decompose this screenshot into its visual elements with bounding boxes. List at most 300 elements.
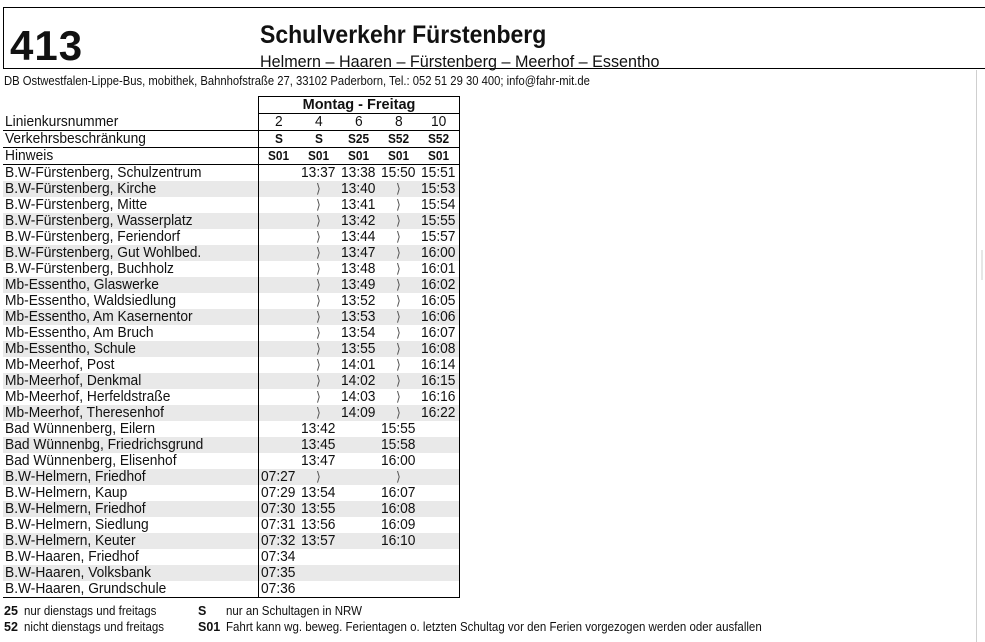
departure-time-text: 13:53 bbox=[340, 309, 376, 325]
stop-row bbox=[3, 373, 460, 389]
stop-row bbox=[3, 421, 460, 437]
pass-through-marker-text: ⟩ bbox=[316, 325, 322, 340]
meta-value-text: S52 bbox=[427, 132, 450, 146]
stop-row bbox=[3, 181, 460, 197]
departure-time bbox=[379, 485, 419, 501]
departure-time bbox=[299, 549, 339, 565]
departure-time bbox=[259, 341, 300, 357]
pass-through-marker-text: ⟩ bbox=[316, 341, 322, 356]
stop-name-text: Mb-Essentho, Glaswerke bbox=[5, 277, 159, 293]
departure-time-text: 15:51 bbox=[420, 165, 456, 181]
meta-value bbox=[339, 148, 379, 165]
days-label: Montag - Freitag bbox=[259, 97, 460, 114]
departure-time bbox=[259, 437, 300, 453]
departure-time bbox=[419, 389, 460, 405]
departure-time bbox=[419, 325, 460, 341]
footnote-text: nur dienstags und freitags bbox=[24, 604, 157, 618]
departure-time bbox=[259, 229, 300, 245]
departure-time bbox=[419, 261, 460, 277]
departure-time-text: 13:52 bbox=[340, 293, 376, 309]
departure-time-text: 16:06 bbox=[420, 309, 456, 325]
pass-through-marker-text: ⟩ bbox=[396, 469, 402, 484]
pass-through-marker bbox=[299, 277, 339, 293]
stop-name bbox=[3, 245, 259, 261]
stop-name-text: Mb-Meerhof, Herfeldstraße bbox=[5, 389, 171, 405]
footnote-text: Fahrt kann wg. beweg. Ferientagen o. letzten Schultag vor den Ferien vorgezogen werden oder ausfallen bbox=[226, 620, 762, 634]
stop-name-text: Mb-Essentho, Schule bbox=[5, 341, 136, 357]
stop-row bbox=[3, 229, 460, 245]
stop-name-text: B.W-Fürstenberg, Schulzentrum bbox=[5, 165, 202, 181]
departure-time bbox=[259, 469, 300, 485]
departure-time-text: 16:00 bbox=[420, 245, 456, 261]
stop-name bbox=[3, 581, 259, 598]
stop-name-text: Mb-Meerhof, Theresenhof bbox=[5, 405, 165, 421]
stop-row bbox=[3, 261, 460, 277]
meta-label bbox=[3, 148, 259, 165]
departure-time bbox=[259, 213, 300, 229]
pass-through-marker-text: ⟩ bbox=[396, 293, 402, 308]
departure-time bbox=[259, 309, 300, 325]
pass-through-marker bbox=[379, 261, 419, 277]
pass-through-marker-text: ⟩ bbox=[396, 245, 402, 260]
operator-info: DB Ostwestfalen-Lippe-Bus, mobithek, Bahnhofstraße 27, 33102 Paderborn, Tel.: 052 51 29 30 400; info@fahr-mit.de bbox=[4, 74, 590, 88]
departure-time bbox=[339, 181, 379, 197]
stop-row bbox=[3, 549, 460, 565]
stop-name bbox=[3, 485, 259, 501]
departure-time bbox=[259, 373, 300, 389]
stop-row bbox=[3, 245, 460, 261]
departure-time bbox=[419, 293, 460, 309]
departure-time-text: 15:55 bbox=[380, 421, 416, 437]
departure-time-text: 13:56 bbox=[300, 517, 336, 533]
departure-time bbox=[419, 437, 460, 453]
departure-time-text: 16:01 bbox=[420, 261, 456, 277]
pass-through-marker-text: ⟩ bbox=[316, 181, 322, 196]
stop-name bbox=[3, 389, 259, 405]
departure-time bbox=[259, 581, 300, 598]
meta-value bbox=[259, 148, 300, 165]
stop-row bbox=[3, 213, 460, 229]
pass-through-marker-text: ⟩ bbox=[316, 309, 322, 324]
departure-time-text: 13:57 bbox=[300, 533, 336, 549]
departure-time bbox=[419, 469, 460, 485]
meta-value bbox=[419, 114, 460, 131]
stop-row bbox=[3, 165, 460, 182]
pass-through-marker bbox=[299, 357, 339, 373]
pass-through-marker-text: ⟩ bbox=[316, 357, 322, 372]
departure-time bbox=[419, 357, 460, 373]
departure-time bbox=[259, 165, 300, 182]
footnote-text: nur an Schultagen in NRW bbox=[226, 604, 362, 618]
departure-time bbox=[339, 453, 379, 469]
departure-time bbox=[379, 165, 419, 182]
departure-time-text: 07:36 bbox=[260, 581, 296, 597]
stop-name bbox=[3, 533, 259, 549]
pass-through-marker-text: ⟩ bbox=[396, 261, 402, 276]
pass-through-marker-text: ⟩ bbox=[316, 405, 322, 420]
days-header-row bbox=[3, 97, 460, 114]
departure-time bbox=[259, 549, 300, 565]
pass-through-marker bbox=[299, 181, 339, 197]
stop-name-text: B.W-Fürstenberg, Feriendorf bbox=[5, 229, 181, 245]
departure-time bbox=[259, 533, 300, 549]
pass-through-marker-text: ⟩ bbox=[396, 373, 402, 388]
pass-through-marker bbox=[299, 261, 339, 277]
departure-time bbox=[339, 581, 379, 598]
meta-value bbox=[339, 131, 379, 148]
footnote-code: S bbox=[198, 604, 207, 618]
pass-through-marker-text: ⟩ bbox=[316, 293, 322, 308]
departure-time bbox=[259, 501, 300, 517]
pass-through-marker bbox=[299, 325, 339, 341]
header-box bbox=[3, 7, 985, 69]
meta-value-text: 4 bbox=[314, 114, 323, 130]
stop-name bbox=[3, 373, 259, 389]
departure-time-text: 07:34 bbox=[260, 549, 296, 565]
meta-value-text: S bbox=[314, 132, 323, 146]
departure-time-text: 14:09 bbox=[340, 405, 376, 421]
stop-name bbox=[3, 405, 259, 421]
pass-through-marker bbox=[379, 357, 419, 373]
departure-time-text: 13:44 bbox=[340, 229, 376, 245]
meta-label-text: Verkehrsbeschränkung bbox=[5, 131, 146, 147]
meta-value-text: 10 bbox=[430, 114, 447, 130]
departure-time bbox=[259, 517, 300, 533]
route-description: Helmern – Haaren – Fürstenberg – Meerhof – Essentho bbox=[260, 52, 660, 71]
departure-time bbox=[299, 485, 339, 501]
meta-value-text: S bbox=[274, 132, 283, 146]
departure-time bbox=[299, 165, 339, 182]
departure-time bbox=[379, 453, 419, 469]
stop-name bbox=[3, 437, 259, 453]
stop-name bbox=[3, 517, 259, 533]
departure-time bbox=[339, 245, 379, 261]
departure-time bbox=[259, 197, 300, 213]
pass-through-marker-text: ⟩ bbox=[316, 277, 322, 292]
meta-value bbox=[379, 114, 419, 131]
departure-time-text: 16:08 bbox=[380, 501, 416, 517]
departure-time-text: 16:22 bbox=[420, 405, 456, 421]
page-title: Schulverkehr Fürstenberg bbox=[260, 21, 547, 49]
departure-time-text: 14:01 bbox=[340, 357, 376, 373]
stop-name bbox=[3, 213, 259, 229]
pass-through-marker-text: ⟩ bbox=[396, 277, 402, 292]
page-divider bbox=[976, 70, 977, 642]
meta-value bbox=[259, 114, 300, 131]
departure-time-text: 07:31 bbox=[260, 517, 296, 533]
stop-name-text: Bad Wünnenberg, Eilern bbox=[5, 421, 156, 437]
meta-label bbox=[3, 114, 259, 131]
pass-through-marker bbox=[379, 277, 419, 293]
pass-through-marker-text: ⟩ bbox=[396, 357, 402, 372]
stop-name bbox=[3, 293, 259, 309]
departure-time bbox=[339, 229, 379, 245]
departure-time bbox=[419, 197, 460, 213]
pass-through-marker bbox=[379, 389, 419, 405]
stop-name-text: Mb-Essentho, Waldsiedlung bbox=[5, 293, 176, 309]
departure-time-text: 13:45 bbox=[300, 437, 336, 453]
meta-label bbox=[3, 131, 259, 148]
pass-through-marker-text: ⟩ bbox=[396, 309, 402, 324]
header-spacer bbox=[3, 97, 259, 114]
meta-value bbox=[379, 148, 419, 165]
footnote-code: S01 bbox=[198, 620, 221, 634]
pass-through-marker-text: ⟩ bbox=[316, 261, 322, 276]
departure-time bbox=[259, 421, 300, 437]
stop-name-text: Mb-Essentho, Am Bruch bbox=[5, 325, 154, 341]
stop-name-text: B.W-Haaren, Volksbank bbox=[5, 565, 151, 581]
departure-time-text: 16:15 bbox=[420, 373, 456, 389]
pass-through-marker bbox=[299, 245, 339, 261]
meta-value-text: S01 bbox=[387, 149, 410, 163]
departure-time-text: 13:54 bbox=[300, 485, 336, 501]
departure-time bbox=[339, 309, 379, 325]
departure-time bbox=[419, 565, 460, 581]
pass-through-marker-text: ⟩ bbox=[316, 213, 322, 228]
departure-time bbox=[299, 565, 339, 581]
departure-time bbox=[339, 389, 379, 405]
stop-row bbox=[3, 517, 460, 533]
departure-time bbox=[299, 421, 339, 437]
departure-time bbox=[419, 533, 460, 549]
pass-through-marker bbox=[299, 213, 339, 229]
stop-row bbox=[3, 501, 460, 517]
departure-time bbox=[419, 229, 460, 245]
departure-time bbox=[299, 517, 339, 533]
pass-through-marker-text: ⟩ bbox=[316, 197, 322, 212]
pass-through-marker-text: ⟩ bbox=[316, 373, 322, 388]
departure-time-text: 16:00 bbox=[380, 453, 416, 469]
stop-name bbox=[3, 229, 259, 245]
departure-time bbox=[299, 533, 339, 549]
departure-time bbox=[259, 357, 300, 373]
departure-time bbox=[339, 197, 379, 213]
departure-time bbox=[259, 389, 300, 405]
departure-time bbox=[339, 373, 379, 389]
stop-name bbox=[3, 453, 259, 469]
departure-time-text: 16:09 bbox=[380, 517, 416, 533]
meta-label-text: Hinweis bbox=[5, 148, 54, 164]
meta-value-text: S52 bbox=[387, 132, 410, 146]
departure-time-text: 16:07 bbox=[380, 485, 416, 501]
meta-row bbox=[3, 114, 460, 131]
departure-time-text: 16:10 bbox=[380, 533, 416, 549]
departure-time bbox=[419, 453, 460, 469]
meta-value bbox=[339, 114, 379, 131]
stop-name bbox=[3, 549, 259, 565]
pass-through-marker bbox=[379, 197, 419, 213]
departure-time bbox=[339, 405, 379, 421]
departure-time bbox=[339, 533, 379, 549]
departure-time bbox=[419, 485, 460, 501]
departure-time bbox=[419, 309, 460, 325]
departure-time bbox=[259, 405, 300, 421]
stop-name-text: Mb-Meerhof, Denkmal bbox=[5, 373, 142, 389]
departure-time bbox=[339, 469, 379, 485]
departure-time bbox=[419, 405, 460, 421]
departure-time-text: 13:42 bbox=[300, 421, 336, 437]
departure-time bbox=[339, 565, 379, 581]
pass-through-marker-text: ⟩ bbox=[396, 213, 402, 228]
stop-row bbox=[3, 277, 460, 293]
pass-through-marker bbox=[379, 325, 419, 341]
pass-through-marker bbox=[299, 197, 339, 213]
meta-value bbox=[379, 131, 419, 148]
meta-value bbox=[299, 114, 339, 131]
stop-row bbox=[3, 565, 460, 581]
departure-time bbox=[419, 373, 460, 389]
departure-time bbox=[419, 341, 460, 357]
pass-through-marker-text: ⟩ bbox=[396, 389, 402, 404]
stop-name-text: B.W-Helmern, Friedhof bbox=[5, 501, 146, 517]
departure-time bbox=[339, 501, 379, 517]
stop-row bbox=[3, 469, 460, 485]
departure-time bbox=[339, 421, 379, 437]
departure-time bbox=[419, 581, 460, 598]
departure-time-text: 13:49 bbox=[340, 277, 376, 293]
meta-value-text: 8 bbox=[394, 114, 403, 130]
stop-name bbox=[3, 309, 259, 325]
pass-through-marker bbox=[379, 181, 419, 197]
departure-time bbox=[259, 293, 300, 309]
pass-through-marker bbox=[379, 213, 419, 229]
departure-time bbox=[379, 581, 419, 598]
departure-time bbox=[419, 501, 460, 517]
stop-name bbox=[3, 421, 259, 437]
stop-name-text: Bad Wünnenberg, Elisenhof bbox=[5, 453, 177, 469]
departure-time bbox=[259, 277, 300, 293]
pass-through-marker-text: ⟩ bbox=[396, 197, 402, 212]
departure-time-text: 16:05 bbox=[420, 293, 456, 309]
departure-time-text: 15:50 bbox=[380, 165, 416, 181]
departure-time-text: 13:55 bbox=[300, 501, 336, 517]
stop-row bbox=[3, 485, 460, 501]
footnote-code: 25 bbox=[4, 604, 18, 618]
stop-row bbox=[3, 325, 460, 341]
departure-time-text: 15:53 bbox=[420, 181, 456, 197]
pass-through-marker-text: ⟩ bbox=[316, 229, 322, 244]
stop-name bbox=[3, 197, 259, 213]
pass-through-marker bbox=[379, 469, 419, 485]
meta-value-text: 6 bbox=[354, 114, 363, 130]
departure-time-text: 13:41 bbox=[340, 197, 376, 213]
meta-value bbox=[299, 131, 339, 148]
stop-name bbox=[3, 341, 259, 357]
pass-through-marker-text: ⟩ bbox=[316, 245, 322, 260]
stop-name-text: Mb-Meerhof, Post bbox=[5, 357, 115, 373]
pass-through-marker bbox=[299, 469, 339, 485]
stop-row bbox=[3, 341, 460, 357]
stop-name-text: B.W-Haaren, Grundschule bbox=[5, 581, 167, 597]
pass-through-marker-text: ⟩ bbox=[316, 469, 322, 484]
pass-through-marker bbox=[299, 405, 339, 421]
stop-name bbox=[3, 277, 259, 293]
stop-row bbox=[3, 453, 460, 469]
pass-through-marker bbox=[379, 229, 419, 245]
meta-value bbox=[419, 148, 460, 165]
departure-time bbox=[339, 341, 379, 357]
departure-time-text: 13:38 bbox=[340, 165, 376, 181]
footnote-text: nicht dienstags und freitags bbox=[24, 620, 165, 634]
departure-time bbox=[339, 293, 379, 309]
line-number: 413 bbox=[10, 22, 84, 69]
stop-row bbox=[3, 293, 460, 309]
stop-name-text: B.W-Helmern, Friedhof bbox=[5, 469, 146, 485]
timetable bbox=[3, 96, 460, 598]
departure-time bbox=[379, 517, 419, 533]
departure-time-text: 13:40 bbox=[340, 181, 376, 197]
departure-time bbox=[259, 485, 300, 501]
departure-time bbox=[339, 325, 379, 341]
departure-time bbox=[299, 581, 339, 598]
departure-time bbox=[419, 213, 460, 229]
stop-name-text: B.W-Helmern, Kaup bbox=[5, 485, 128, 501]
departure-time bbox=[419, 549, 460, 565]
departure-time bbox=[419, 165, 460, 182]
pass-through-marker bbox=[379, 245, 419, 261]
stop-name-text: B.W-Haaren, Friedhof bbox=[5, 549, 139, 565]
meta-value-text: S01 bbox=[307, 149, 330, 163]
pass-through-marker-text: ⟩ bbox=[396, 229, 402, 244]
departure-time bbox=[299, 437, 339, 453]
stop-name-text: B.W-Helmern, Keuter bbox=[5, 533, 136, 549]
pass-through-marker bbox=[299, 309, 339, 325]
pass-through-marker bbox=[379, 373, 419, 389]
stop-name-text: B.W-Fürstenberg, Buchholz bbox=[5, 261, 174, 277]
pass-through-marker-text: ⟩ bbox=[396, 325, 402, 340]
departure-time bbox=[419, 517, 460, 533]
scroll-indicator bbox=[981, 250, 983, 280]
departure-time-text: 16:08 bbox=[420, 341, 456, 357]
stop-row bbox=[3, 197, 460, 213]
departure-time bbox=[339, 437, 379, 453]
stop-name-text: B.W-Fürstenberg, Wasserplatz bbox=[5, 213, 193, 229]
departure-time bbox=[339, 213, 379, 229]
meta-value-text: S01 bbox=[267, 149, 290, 163]
departure-time-text: 07:29 bbox=[260, 485, 296, 501]
departure-time bbox=[339, 357, 379, 373]
pass-through-marker bbox=[299, 373, 339, 389]
departure-time-text: 13:47 bbox=[340, 245, 376, 261]
departure-time-text: 16:14 bbox=[420, 357, 456, 373]
departure-time-text: 07:27 bbox=[260, 469, 296, 485]
meta-value-text: 2 bbox=[274, 114, 283, 130]
departure-time-text: 15:58 bbox=[380, 437, 416, 453]
stop-name-text: B.W-Fürstenberg, Mitte bbox=[5, 197, 148, 213]
stop-row bbox=[3, 405, 460, 421]
departure-time-text: 13:42 bbox=[340, 213, 376, 229]
meta-value-text: S01 bbox=[427, 149, 450, 163]
pass-through-marker bbox=[299, 389, 339, 405]
footnote-code: 52 bbox=[4, 620, 18, 634]
departure-time bbox=[379, 437, 419, 453]
meta-value bbox=[299, 148, 339, 165]
departure-time-text: 13:37 bbox=[300, 165, 336, 181]
departure-time-text: 07:30 bbox=[260, 501, 296, 517]
departure-time bbox=[339, 517, 379, 533]
meta-value-text: S25 bbox=[347, 132, 370, 146]
stop-name bbox=[3, 325, 259, 341]
departure-time-text: 13:47 bbox=[300, 453, 336, 469]
stop-name bbox=[3, 501, 259, 517]
departure-time bbox=[379, 549, 419, 565]
stop-name bbox=[3, 261, 259, 277]
departure-time-text: 15:57 bbox=[420, 229, 456, 245]
stop-name bbox=[3, 165, 259, 182]
departure-time bbox=[259, 565, 300, 581]
departure-time-text: 14:03 bbox=[340, 389, 376, 405]
pass-through-marker bbox=[299, 293, 339, 309]
